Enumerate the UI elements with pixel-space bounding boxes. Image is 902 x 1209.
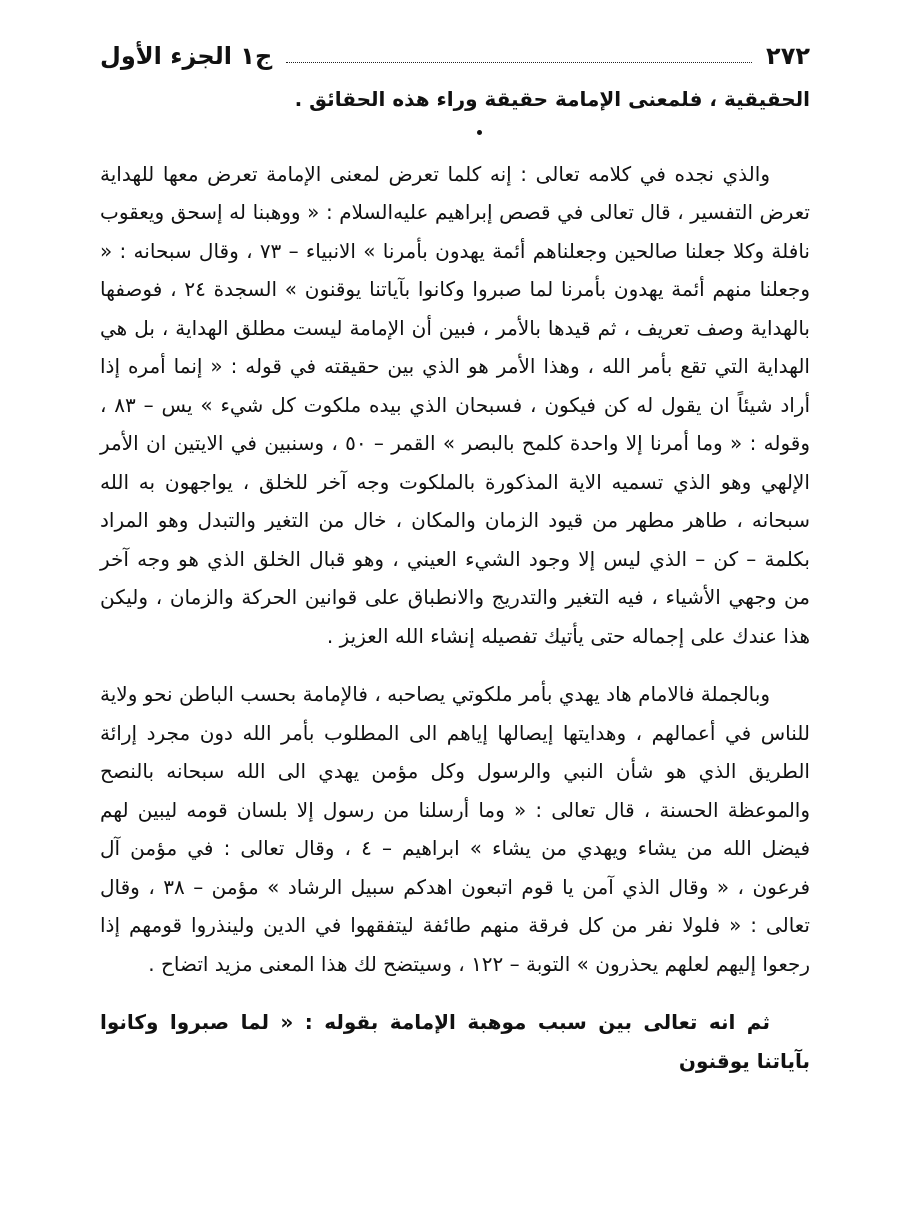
paragraph-2: والذي نجده في كلامه تعالى : إنه كلما تعرض لمعنى الإمامة تعرض معها للهداية تعرض التفسير ، قال تعالى في قصص إبراهيم عليه‌السلام : « ووهبنا له إسحق ويعقوب نافلة وكلا جعلنا صالحين وجعلناهم أئمة يهدون بأمرنا » الانبياء – ٧٣ ، وقال سبحانه : « وجعلنا منهم أئمة يهدون بأمرنا لما صبروا وكانوا بآياتنا يوقنون » السجدة ٢٤ ، فوصفها بالهداية وصف تعريف ، ثم قيدها بالأمر ، فبين أن الإمامة ليست مطلق الهداية ، بل هي الهداية التي تقع بأمر الله ، وهذا الأمر هو الذي بين حقيقته في قوله : « إنما أمره إذا أراد شيئاً ان يقول له كن فيكون ، فسبحان الذي بيده ملكوت كل شيء » يس – ٨٣ ، وقوله : « وما أمرنا إلا واحدة كلمح بالبصر » القمر – ٥٠ ، وسنبين في الايتين ان الأمر الإلهي وهو الذي تسميه الاية المذكورة بالملكوت وجه آخر للخلق ، يواجهون به الله سبحانه ، طاهر مطهر من قيود الزمان والمكان ، خال من التغير والتبدل وهو المراد بكلمة – كن – الذي ليس إلا وجود الشيء العيني ، وهو قبال الخلق الذي هو وجه آخر من وجهي الأشياء ، فيه التغير والتدريج والانطباق على قوانين الحركة والزمان ، وليكن هذا عندك على إجماله حتى يأتيك تفصيله إنشاء الله العزيز . — [100, 161, 810, 648]
paragraph-3: وبالجملة فالامام هاد يهدي بأمر ملكوتي يصاحبه ، فالإمامة بحسب الباطن نحو ولاية للناس في أعمالهم ، وهدايتها إيصالها إياهم الى المطلوب بأمر الله دون مجرد إرائة الطريق الذي هو شأن النبي والرسول وكل مؤمن يهدي الى الله سبحانه بالنصح والموعظة الحسنة ، قال تعالى : « وما أرسلنا من رسول إلا بلسان قومه ليبين لهم فيضل الله من يشاء ويهدي من يشاء » ابراهيم – ٤ ، وقال تعالى : في مؤمن آل فرعون ، « وقال الذي آمن يا قوم اتبعون اهدكم سبيل الرشاد » مؤمن – ٣٨ ، وقال تعالى : « فلولا نفر من كل فرقة منهم طائفة ليتفقهوا في الدين ولينذروا قومهم إذا رجعوا إليهم لعلهم يحذرون » التوبة – ١٢٢ ، وسيتضح لك هذا المعنى مزيد اتضاح . — [100, 682, 811, 976]
paragraph-4: ثم انه تعالى بين سبب موهبة الإمامة بقوله : « لما صبروا وكانوا بآياتنا يوقنون — [100, 1010, 810, 1073]
page-number: ٢٧٢ — [766, 42, 810, 70]
header-dotted-leader — [286, 62, 752, 63]
page-body — [100, 80, 810, 1080]
volume-title: ج١ الجزء الأول — [100, 42, 273, 70]
running-header — [100, 36, 810, 76]
paragraph-1: الحقيقية ، فلمعنى الإمامة حقيقة وراء هذه الحقائق . — [294, 87, 810, 111]
